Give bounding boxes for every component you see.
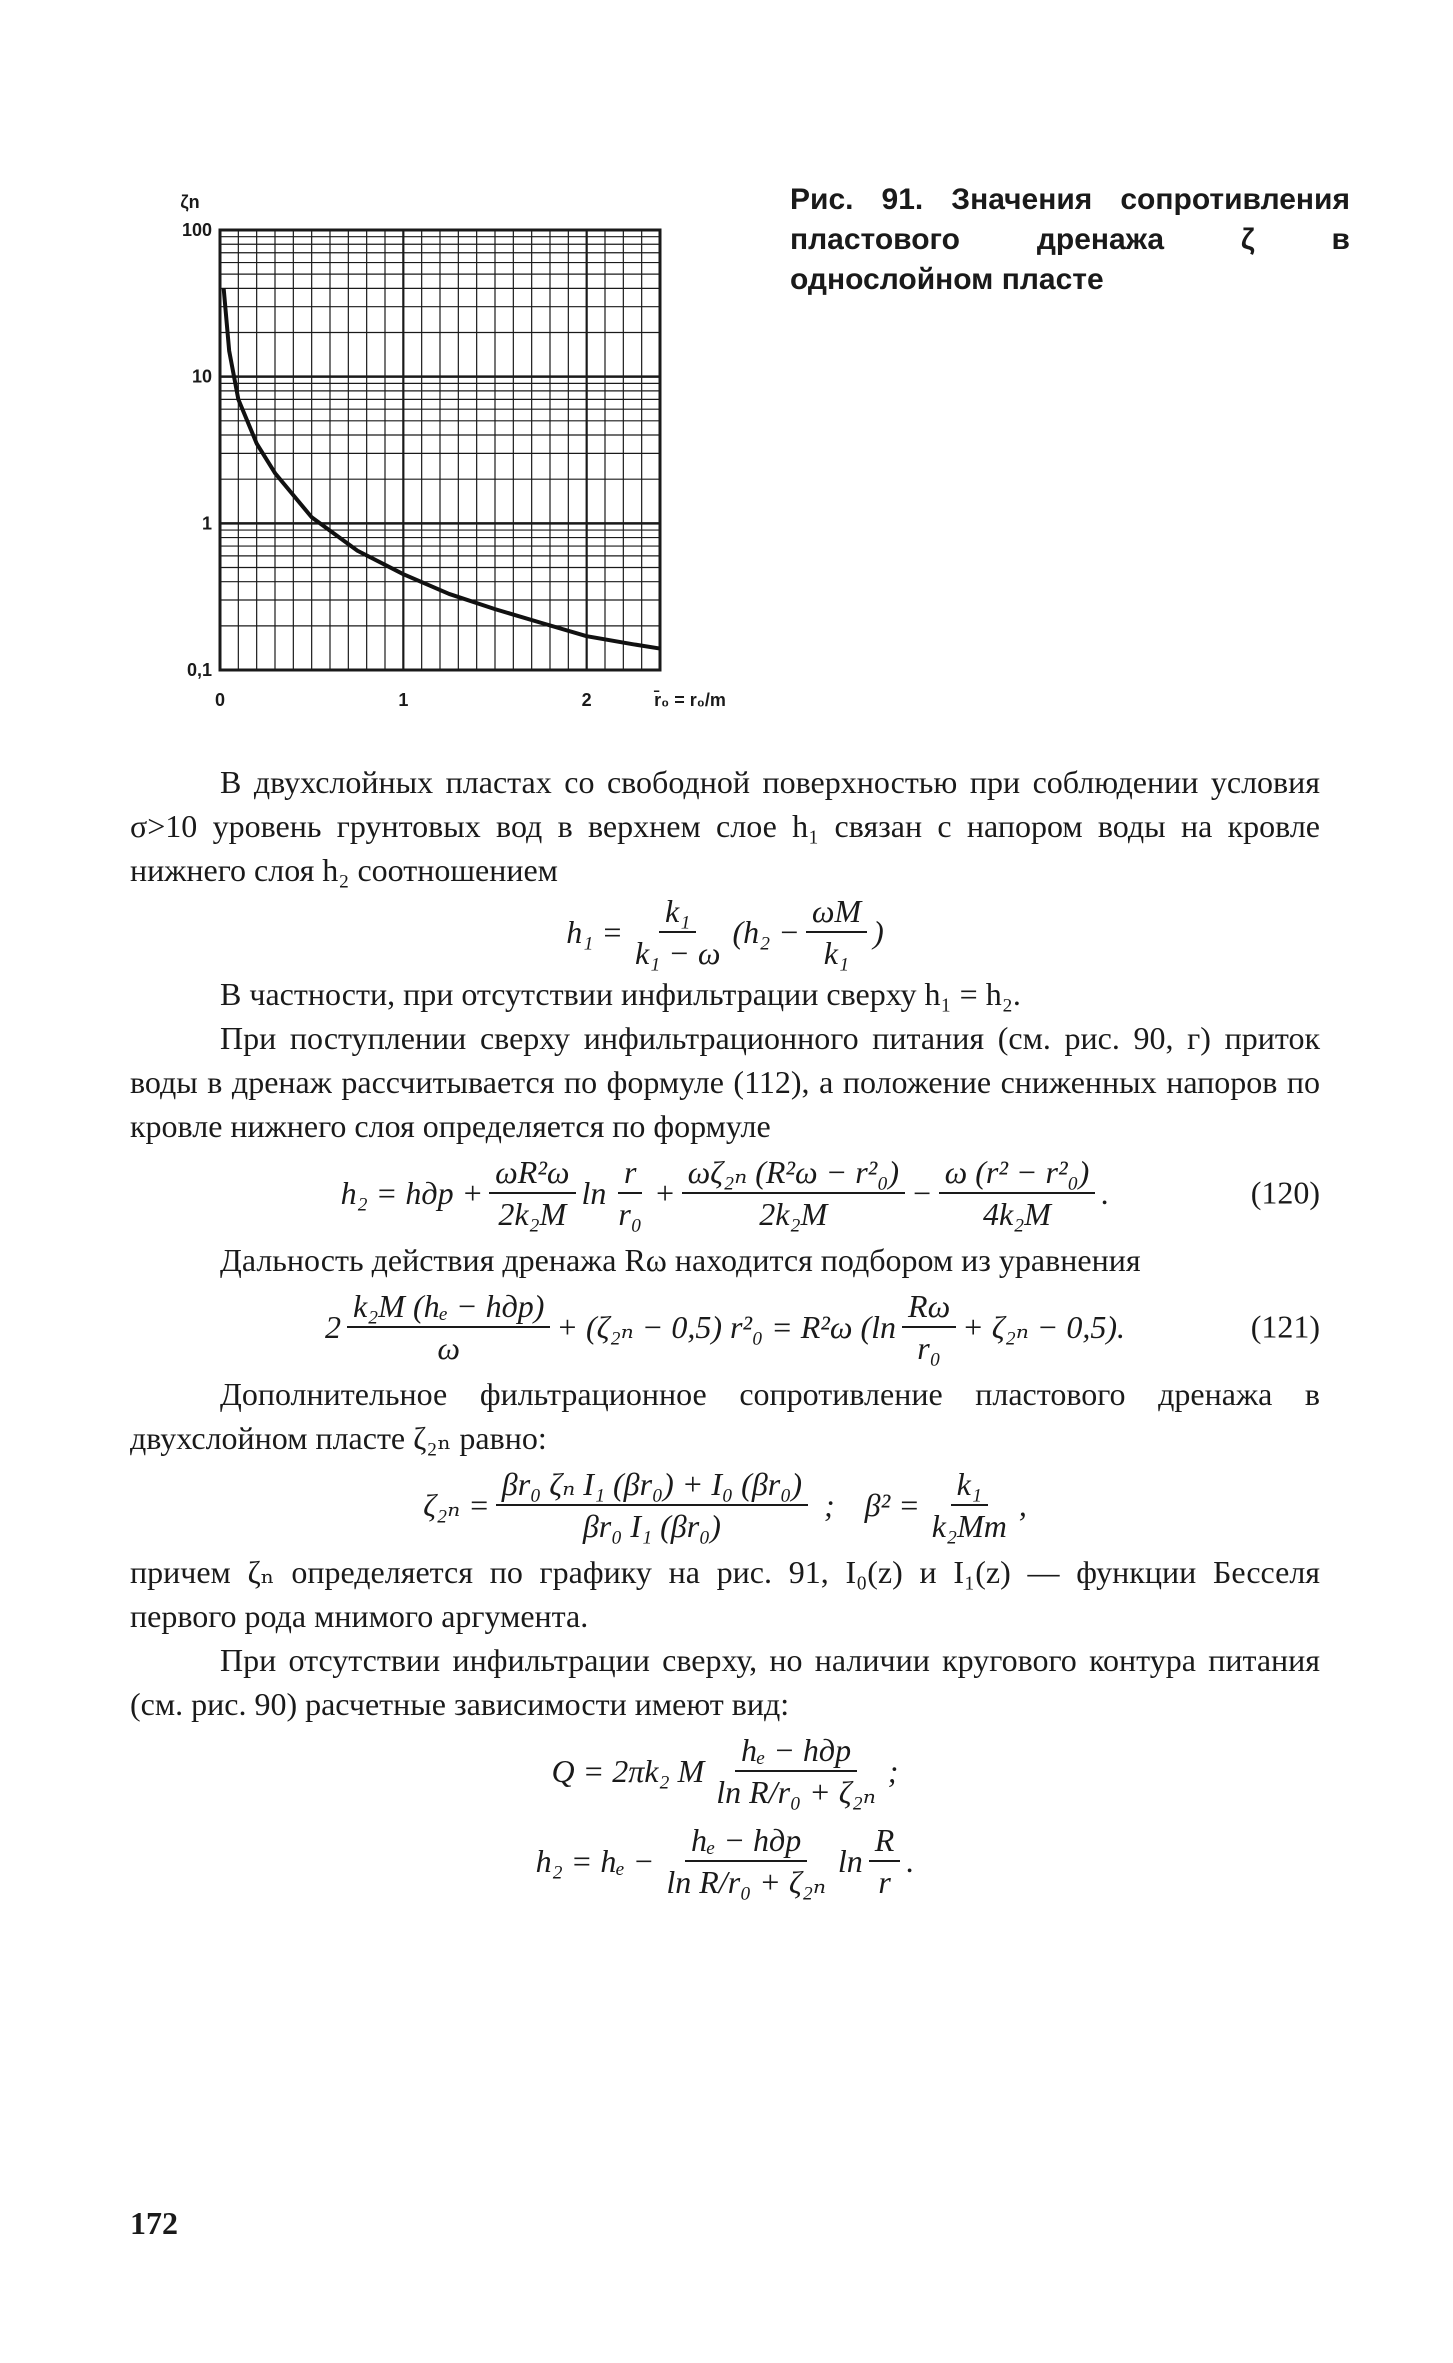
eq120-fraction-3 bbox=[682, 1154, 905, 1232]
eq-zeta-fraction-1 bbox=[496, 1466, 808, 1544]
eq-Q-lhs: Q = 2πk₂ M bbox=[551, 1752, 705, 1789]
eq-zeta-fraction-2 bbox=[926, 1466, 1013, 1544]
y-tick-label: 10 bbox=[191, 366, 212, 387]
paragraph-6: причем ζₙ определяется по графику на рис. 91, I₀(z) и I₁(z) — функции Бесселя первого рода мнимого аргумента. bbox=[130, 1554, 1320, 1634]
eq-zeta-sep: ; bbox=[824, 1486, 835, 1523]
eq-h2-lhs: h₂ = hₑ − bbox=[535, 1842, 655, 1879]
eq121-number: (121) bbox=[1250, 1308, 1320, 1345]
eq-h1-f2-num: ωM bbox=[806, 893, 867, 933]
figure-91 bbox=[150, 170, 750, 730]
eq-h1-f2-den: k₁ bbox=[823, 935, 850, 971]
eq120-f3-num: ωζ₂ₙ (R²ω − r²₀) bbox=[682, 1154, 905, 1194]
y-tick-label: 0,1 bbox=[186, 660, 212, 680]
paragraph-2: В частности, при отсутствии инфильтрации сверху h₁ = h₂. bbox=[220, 976, 1021, 1012]
eq-h2-fraction-1 bbox=[660, 1822, 832, 1900]
eq120-f1-num: ωR²ω bbox=[489, 1154, 575, 1194]
eq121-fraction-1 bbox=[347, 1288, 550, 1366]
eq-zeta-lhs: ζ₂ₙ = bbox=[423, 1487, 490, 1523]
eq-zeta-beta: β² = bbox=[864, 1486, 920, 1523]
eq120-number: (120) bbox=[1250, 1174, 1320, 1211]
eq120-fraction-4 bbox=[939, 1154, 1096, 1232]
eq121-f2-den: r₀ bbox=[917, 1330, 941, 1366]
eq-h1-f1-num: k₁ bbox=[659, 893, 696, 933]
figure-caption: Рис. 91. Значения сопротивления пластового дренажа ζ в однослойном пласте bbox=[790, 183, 1350, 296]
equation-Q bbox=[130, 1726, 1320, 1816]
equation-zeta bbox=[130, 1460, 1320, 1550]
eq120-fraction-1 bbox=[489, 1154, 575, 1232]
eq-h1-f1-den: k₁ − ω bbox=[634, 935, 721, 971]
curve-zeta bbox=[224, 288, 660, 648]
eq121-f2-num: Rω bbox=[902, 1288, 956, 1328]
eq120-plus: + bbox=[653, 1174, 676, 1211]
eq120-f2-num: r bbox=[618, 1154, 642, 1194]
x-tick-label: 0 bbox=[214, 690, 226, 710]
eq120-ln: ln bbox=[581, 1174, 607, 1211]
paragraph-3: При поступлении сверху инфильтрационного питания (см. рис. 90, г) приток воды в дренаж рассчитывается по формуле (112), а положение сниженных напоров по кровле нижнего слоя определяется по формуле bbox=[130, 1020, 1320, 1144]
y-axis-label: ζn bbox=[180, 192, 200, 212]
x-tick-label: 1 bbox=[398, 690, 409, 710]
eq121-lead: 2 bbox=[324, 1308, 341, 1345]
eq120-f1-den: 2k₂M bbox=[498, 1196, 567, 1232]
eq120-fraction-2 bbox=[612, 1154, 648, 1232]
paragraph-7: При отсутствии инфильтрации сверху, но наличии кругового контура питания (см. рис. 90) расчетные зависимости имеют вид: bbox=[130, 1642, 1320, 1722]
eq121-tail: + ζ₂ₙ − 0,5) bbox=[962, 1309, 1118, 1345]
eq121-mid: + (ζ₂ₙ − 0,5) r²₀ = R²ω (ln bbox=[556, 1309, 897, 1345]
eq-h2-ln: ln bbox=[837, 1842, 863, 1879]
y-tick-label: 1 bbox=[201, 513, 212, 534]
eq121-f1-den: ω bbox=[437, 1330, 460, 1366]
eq-zeta-f1-num: βr₀ ζₙ I₁ (βr₀) + I₀ (βr₀) bbox=[496, 1466, 808, 1506]
paragraph-5: Дополнительное фильтрационное сопротивление пластового дренажа в двухслойном пласте ζ₂ₙ равно: bbox=[130, 1376, 1320, 1456]
eq120-minus: − bbox=[911, 1174, 933, 1211]
eq-h1-close: ) bbox=[873, 913, 884, 950]
eq-zeta-f2-den: k₂Mm bbox=[931, 1508, 1007, 1544]
eq120-f2-den: r₀ bbox=[618, 1196, 642, 1232]
eq-h2-f1-num: hₑ − hдр bbox=[685, 1822, 807, 1862]
eq121-fraction-2 bbox=[902, 1288, 956, 1366]
eq120-f3-den: 2k₂M bbox=[759, 1196, 828, 1232]
eq-zeta-f1-den: βr₀ I₁ (βr₀) bbox=[582, 1508, 721, 1544]
eq-h1-fraction-1 bbox=[629, 893, 727, 971]
equation-120 bbox=[130, 1148, 1320, 1238]
eq-h2-fraction-2 bbox=[869, 1822, 901, 1900]
paragraph-4: Дальность действия дренажа Rω находится подбором из уравнения bbox=[220, 1242, 1141, 1278]
eq-h1-lhs: h₁ = bbox=[566, 913, 623, 950]
eq120-f4-den: 4k₂M bbox=[982, 1196, 1051, 1232]
eq-h1-fraction-2 bbox=[806, 893, 867, 971]
eq-Q-fraction bbox=[710, 1732, 882, 1810]
chart-grid bbox=[220, 230, 660, 670]
eq-Q-end: ; bbox=[887, 1752, 899, 1789]
eq-zeta-f2-num: k₁ bbox=[951, 1466, 988, 1506]
eq-Q-den: ln R/r₀ + ζ₂ₙ bbox=[716, 1774, 876, 1810]
page-number: 172 bbox=[130, 2205, 178, 2241]
x-axis-label: r̄₀ = r₀/m bbox=[654, 690, 726, 710]
eq-h2-f2-den: r bbox=[878, 1864, 891, 1900]
x-tick-label: 2 bbox=[581, 690, 592, 710]
eq120-end: . bbox=[1101, 1174, 1110, 1211]
equation-h2 bbox=[130, 1816, 1320, 1906]
eq-h1-mid: (h₂ − bbox=[732, 913, 800, 950]
chart-svg bbox=[150, 170, 750, 730]
eq-Q-num: hₑ − hдр bbox=[735, 1732, 857, 1772]
paragraph-1: В двухслойных пластах со свободной поверхностью при соблюдении условия σ>10 уровень грунтовых вод в верхнем слое h₁ связан с напором воды на кровле нижнего слоя h₂ соотношением bbox=[130, 764, 1320, 888]
equation-121 bbox=[130, 1282, 1320, 1372]
y-tick-label: 100 bbox=[181, 220, 212, 240]
chart-series-layer bbox=[224, 288, 660, 648]
eq121-end: . bbox=[1117, 1308, 1126, 1345]
eq121-f1-num: k₂M (hₑ − hдр) bbox=[347, 1288, 550, 1328]
body-text bbox=[130, 760, 1320, 1906]
eq-zeta-end: , bbox=[1018, 1486, 1027, 1523]
eq120-f4-num: ω (r² − r²₀) bbox=[939, 1154, 1096, 1194]
eq-h2-end: . bbox=[906, 1842, 915, 1879]
eq120-lhs: h₂ = hдр + bbox=[340, 1174, 484, 1211]
eq-h2-f1-den: ln R/r₀ + ζ₂ₙ bbox=[666, 1864, 826, 1900]
eq-h2-f2-num: R bbox=[869, 1822, 901, 1862]
equation-h1 bbox=[130, 892, 1320, 972]
